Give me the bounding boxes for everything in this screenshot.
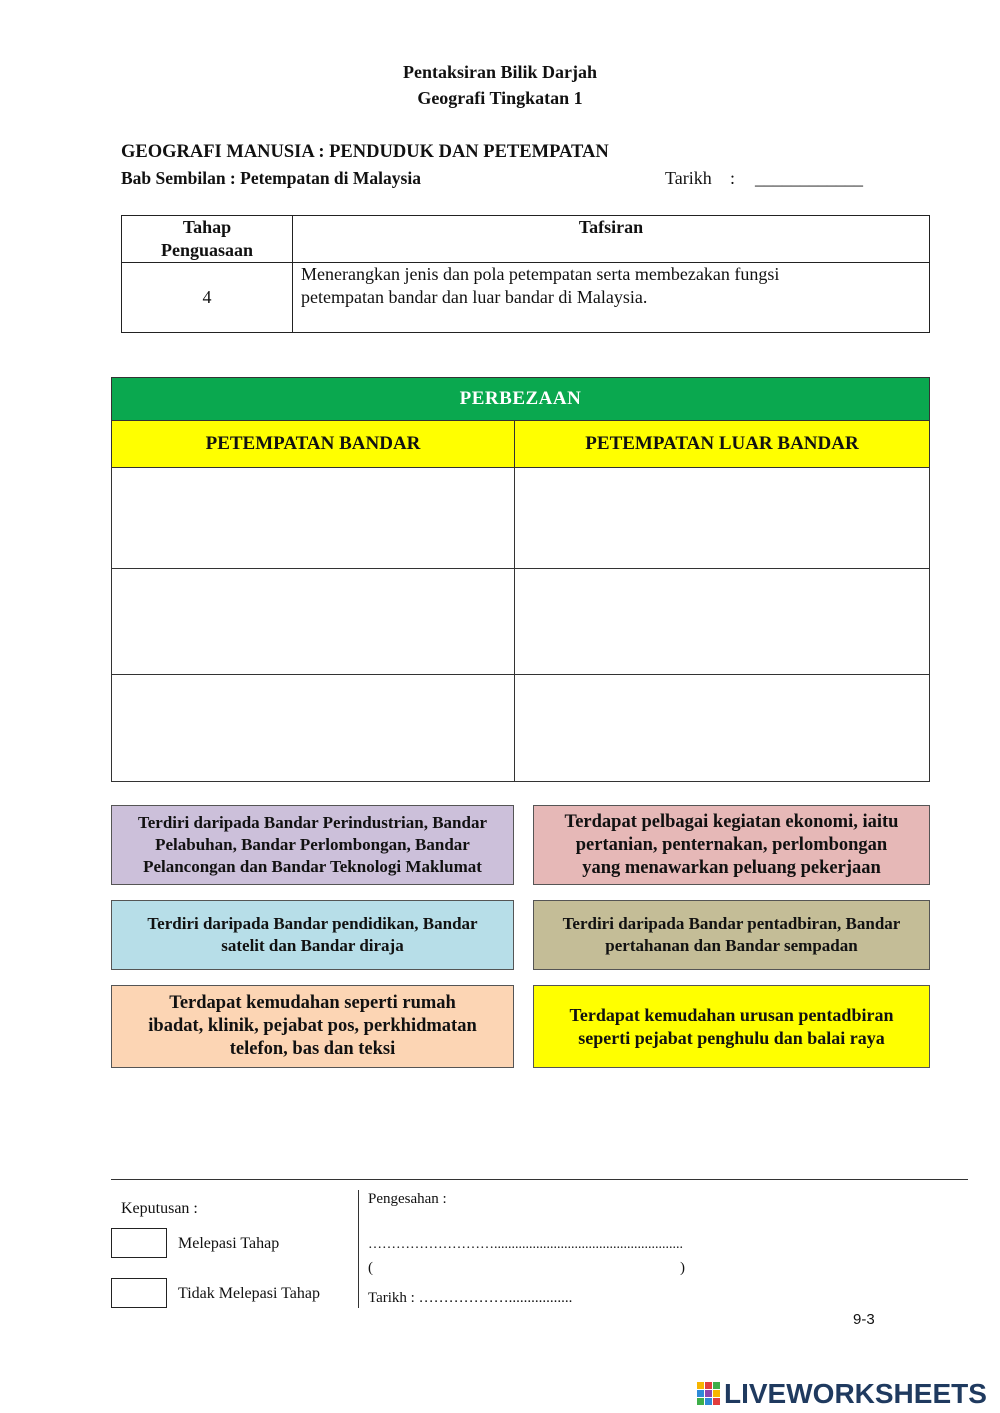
card-text: Terdapat pelbagai kegiatan ekonomi, iaitu pertanian, penternakan, perlombongan yang menawarkan peluang pekerjaan [564, 811, 899, 878]
header-tahap [122, 216, 293, 263]
name-paren-close: ) [680, 1260, 685, 1276]
pengesahan-label: Pengesahan : [368, 1191, 447, 1207]
logo-text: LIVEWORKSHEETS [724, 1378, 987, 1409]
tidak-melepasi-checkbox[interactable] [111, 1278, 167, 1308]
drop-zone-rural-2[interactable] [515, 569, 930, 675]
page-number: 9-3 [853, 1311, 875, 1328]
draggable-card-urban-facilities[interactable] [111, 985, 514, 1068]
comparison-title: PERBEZAAN [112, 378, 930, 421]
description-line2: petempatan bandar dan luar bandar di Malaysia. [301, 287, 648, 307]
description-line1: Menerangkan jenis dan pola petempatan serta membezakan fungsi [301, 264, 780, 284]
footer-vertical-divider [358, 1190, 359, 1308]
drop-zone-urban-3[interactable] [112, 675, 515, 782]
draggable-card-education-towns[interactable] [111, 900, 514, 970]
tidak-melepasi-label: Tidak Melepasi Tahap [178, 1285, 320, 1302]
draggable-card-administrative-towns[interactable] [533, 900, 930, 970]
draggable-card-economic-activities[interactable] [533, 805, 930, 885]
header-line-2: Geografi Tingkatan 1 [417, 88, 583, 108]
comparison-table [111, 377, 930, 782]
card-text: Terdiri daripada Bandar Perindustrian, Bandar Pelabuhan, Bandar Perlombongan, Bandar Pelancongan dan Bandar Teknologi Maklumat [137, 813, 488, 876]
topic-title: GEOGRAFI MANUSIA : PENDUDUK DAN PETEMPATAN [121, 142, 609, 162]
drop-zone-urban-2[interactable] [112, 569, 515, 675]
header-tafsiran: Tafsiran [293, 216, 930, 263]
header-line-1: Pentaksiran Bilik Darjah [402, 62, 598, 82]
header-tahap-line1: Tahap [182, 217, 232, 237]
date-blank: ____________ [755, 168, 863, 188]
melepasi-checkbox[interactable] [111, 1228, 167, 1258]
liveworksheets-logo-icon [697, 1382, 721, 1406]
name-paren-open: ( [368, 1260, 373, 1276]
footer-divider [111, 1179, 968, 1180]
column-rural: PETEMPATAN LUAR BANDAR [515, 421, 930, 468]
draggable-card-urban-types[interactable] [111, 805, 514, 885]
liveworksheets-logo [697, 1375, 987, 1413]
card-text: Terdiri daripada Bandar pentadbiran, Bandar pertahanan dan Bandar sempadan [562, 914, 901, 955]
level-description [293, 263, 930, 333]
draggable-card-administrative-facilities[interactable] [533, 985, 930, 1068]
mastery-level-table [121, 215, 930, 333]
header-tahap-line2: Penguasaan [160, 240, 254, 260]
card-text: Terdapat kemudahan urusan pentadbiran seperti pejabat penghulu dan balai raya [569, 1004, 894, 1048]
drop-zone-rural-1[interactable] [515, 468, 930, 569]
level-value: 4 [122, 263, 293, 333]
column-urban: PETEMPATAN BANDAR [112, 421, 515, 468]
drop-zone-rural-3[interactable] [515, 675, 930, 782]
signature-line: ………………………...................................................... [368, 1237, 683, 1252]
date-label: Tarikh [665, 168, 712, 188]
date-colon: : [730, 168, 736, 188]
melepasi-label: Melepasi Tahap [178, 1235, 280, 1252]
card-text: Terdiri daripada Bandar pendidikan, Bandar satelit dan Bandar diraja [147, 914, 478, 955]
chapter-title: Bab Sembilan : Petempatan di Malaysia [121, 168, 421, 188]
tarikh-line: Tarikh : ………………................. [368, 1290, 573, 1306]
drop-zone-urban-1[interactable] [112, 468, 515, 569]
card-text: Terdapat kemudahan seperti rumah ibadat, klinik, pejabat pos, perkhidmatan telefon, bas dan teksi [148, 993, 477, 1059]
keputusan-label: Keputusan : [121, 1200, 198, 1217]
